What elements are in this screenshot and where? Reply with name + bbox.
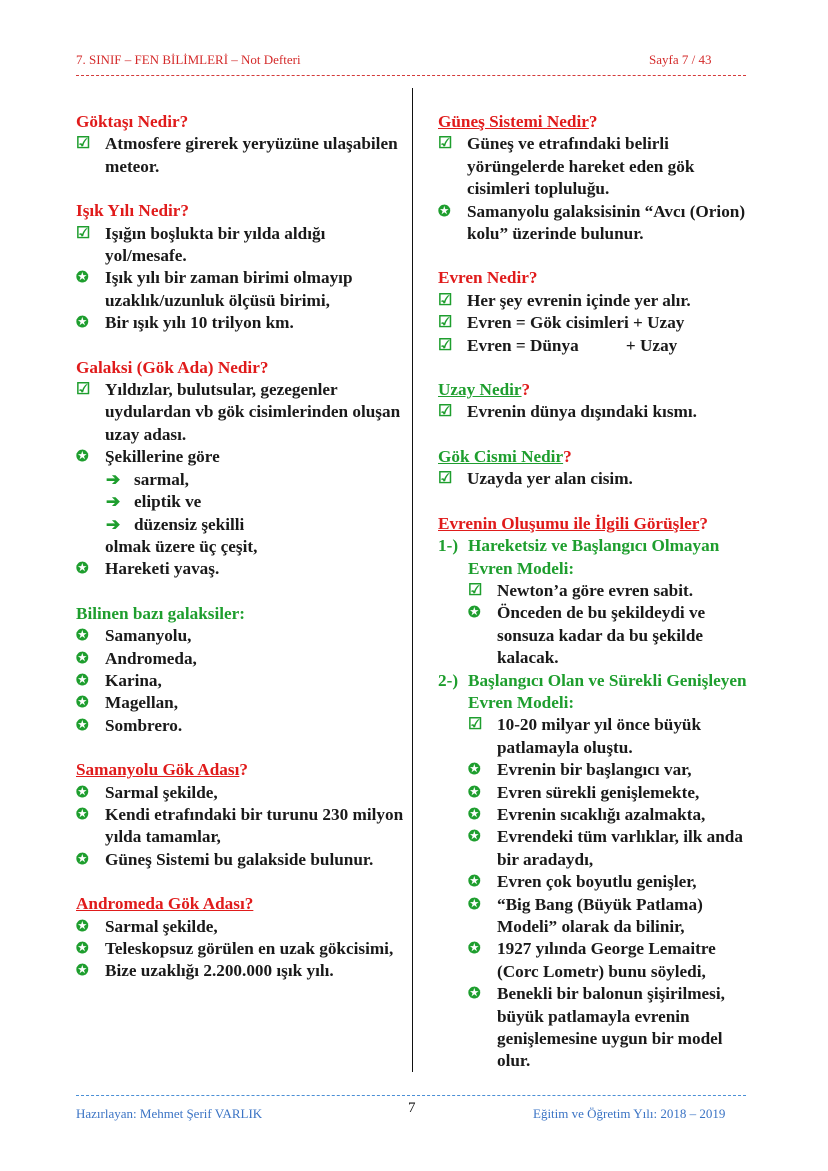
item-text: Işık yılı bir zaman birimi olmayıp uzaklık/uzunluk ölçüsü birimi, (105, 268, 353, 310)
star-icon: ✪ (76, 449, 89, 466)
item-text: Teleskopsuz görülen en uzak gökcisimi, (105, 939, 394, 958)
list-item (438, 312, 753, 334)
model-title: Hareketsiz ve Başlangıcı Olmayan Evren Modeli: (468, 536, 720, 578)
list-item (438, 201, 753, 246)
item-text: Samanyolu, (105, 626, 192, 646)
header-title: 7. SINIF – FEN BİLİMLERİ – Not Defteri (76, 52, 301, 67)
list-item (76, 379, 406, 446)
item-text: Uzayda yer alan cisim. (467, 469, 633, 489)
item-text: “Big Bang (Büyük Patlama) Modeli” olarak da bilinir, (497, 894, 703, 936)
star-icon: ✪ (76, 851, 89, 868)
footer-page-number: 7 (408, 1100, 416, 1116)
checkbox-icon: ☑ (76, 135, 91, 153)
footer-author: Hazırlayan: Mehmet Şerif VARLIK (76, 1106, 263, 1121)
checkbox-icon: ☑ (438, 470, 453, 488)
right-column (438, 111, 753, 1095)
list-item (76, 692, 406, 714)
checkbox-icon: ☑ (438, 291, 453, 309)
star-icon: ✪ (468, 941, 481, 958)
model-title: Başlangıcı Olan ve Sürekli Genişleyen Evren Modeli: (468, 670, 747, 712)
list-item (76, 715, 406, 737)
item-text: Her şey evrenin içinde yer alır. (467, 290, 691, 310)
item-text: Bize uzaklığı 2.200.000 ışık yılı. (105, 961, 334, 981)
star-icon: ✪ (76, 672, 89, 689)
list-item (438, 290, 753, 312)
question-mark: ? (699, 513, 708, 533)
item-text: Önceden de bu şekildeydi ve sonsuza kadar da bu şekilde kalacak. (497, 603, 706, 668)
star-icon: ✪ (76, 628, 89, 645)
item-text: eliptik ve (134, 492, 202, 512)
star-icon: ✪ (468, 896, 481, 913)
section-title: Galaksi (Gök Ada) Nedir? (76, 357, 269, 377)
star-icon: ✪ (76, 918, 89, 935)
section-gok-cismi (438, 446, 753, 491)
list-item (76, 782, 406, 804)
item-text: Magellan, (105, 693, 179, 713)
star-icon: ✪ (76, 270, 89, 287)
item-text: Newton’a göre evren sabit. (497, 580, 694, 600)
title-text: Evrenin Oluşumu ile İlgili Görüşler (438, 513, 700, 533)
item-text: Benekli bir balonun şişirilmesi, büyük patlamayla evrenin genişlemesine uygun bir model olur. (497, 984, 725, 1071)
item-text: Samanyolu galaksisinin “Avcı (Orion) kolu” üzerinde bulunur. (467, 201, 746, 244)
section-isik-yili (76, 200, 406, 334)
checkbox-icon: ☑ (438, 314, 453, 332)
section-title (438, 446, 753, 468)
list-item (438, 826, 753, 871)
item-text: Şekillerine göre (105, 447, 220, 467)
list-item (438, 871, 753, 893)
footer-divider (76, 1095, 746, 1096)
item-text: 1927 yılında George Lemaitre (Corc Lometr) bunu söyledi, (497, 939, 716, 981)
list-item (438, 938, 753, 983)
star-icon: ✪ (76, 963, 89, 980)
section-title (438, 379, 753, 401)
checkbox-icon: ☑ (468, 716, 483, 734)
model-2 (438, 670, 753, 715)
item-continuation: olmak üzere üç çeşit, (105, 536, 258, 556)
list-item (76, 849, 406, 871)
checkbox-icon: ☑ (438, 336, 453, 354)
title-text: Güneş Sistemi Nedir (438, 112, 589, 131)
section-title: Bilinen bazı galaksiler: (76, 603, 246, 623)
list-item (76, 223, 406, 268)
section-title: Işık Yılı Nedir? (76, 201, 190, 221)
list-item (438, 894, 753, 939)
item-text: Bir ışık yılı 10 trilyon km. (105, 313, 294, 333)
list-item (76, 804, 406, 849)
list-item (438, 401, 753, 423)
header-divider (76, 75, 746, 76)
column-divider (412, 88, 413, 1072)
list-item (76, 960, 406, 982)
list-item (76, 558, 406, 580)
checkbox-icon: ☑ (438, 135, 453, 153)
title-text: Gök Cismi Nedir (438, 446, 564, 466)
title-text: Uzay Nedir (438, 380, 522, 400)
section-evren (438, 267, 753, 357)
item-text: Evren çok boyutlu genişler, (497, 872, 697, 892)
list-item (438, 983, 753, 1073)
list-item (438, 468, 753, 490)
model-number: 1-) (438, 536, 459, 556)
list-item (76, 491, 406, 513)
section-goktasi (76, 111, 406, 178)
question-mark: ? (239, 760, 248, 780)
section-title: Göktaşı Nedir? (76, 112, 189, 131)
star-icon: ✪ (76, 806, 89, 823)
item-text: Atmosfere girerek yeryüzüne ulaşabilen meteor. (105, 134, 398, 176)
section-samanyolu (76, 759, 406, 871)
list-item (438, 759, 753, 781)
list-item (76, 916, 406, 938)
section-gunes-sistemi (438, 111, 753, 245)
star-icon: ✪ (468, 874, 481, 891)
arrow-right-icon: ➔ (106, 492, 121, 512)
item-text: Sarmal şekilde, (105, 782, 218, 802)
section-galaksi (76, 357, 406, 581)
item-text: Sombrero. (105, 715, 183, 735)
list-item (76, 267, 406, 312)
star-icon: ✪ (468, 784, 481, 801)
star-icon: ✪ (438, 203, 451, 220)
section-evrenin-olusumu (438, 513, 753, 1073)
item-text: Andromeda, (105, 648, 197, 668)
arrow-right-icon: ➔ (106, 514, 121, 534)
section-title (438, 513, 753, 535)
list-item (76, 625, 406, 647)
star-icon: ✪ (468, 762, 481, 779)
footer-school-year: Eğitim ve Öğretim Yılı: 2018 – 2019 (533, 1106, 726, 1121)
item-text: Güneş ve etrafındaki belirli yörüngelerde hareket eden gök cisimleri topluluğu. (467, 134, 695, 199)
left-column (76, 111, 406, 1005)
list-item (76, 469, 406, 491)
item-text: Evrenin bir başlangıcı var, (497, 760, 692, 780)
list-item (438, 335, 753, 357)
star-icon: ✪ (76, 784, 89, 801)
star-icon: ✪ (76, 695, 89, 712)
item-text: Sarmal şekilde, (105, 916, 218, 936)
item-text: Işığın boşlukta bir yılda aldığı yol/mesafe. (105, 223, 326, 266)
section-bilinen-galaksiler (76, 603, 406, 737)
question-mark: ? (521, 380, 531, 400)
title-text: Samanyolu Gök Adası (76, 760, 240, 780)
list-item (76, 648, 406, 670)
item-text: sarmal, (134, 469, 189, 489)
list-item (76, 446, 406, 468)
item-text: Evrenin sıcaklığı azalmakta, (497, 804, 706, 824)
item-text: Evren = Dünya + Uzay (467, 335, 678, 355)
item-text: Hareketi yavaş. (105, 559, 220, 579)
list-item (438, 804, 753, 826)
item-text: Evrendeki tüm varlıklar, ilk anda bir aradaydı, (497, 827, 743, 869)
question-mark: ? (563, 446, 572, 466)
section-uzay (438, 379, 753, 424)
list-item (76, 938, 406, 960)
item-text: Evren sürekli genişlemekte, (497, 782, 700, 802)
model-number: 2-) (438, 670, 459, 690)
section-title (76, 759, 406, 781)
star-icon: ✪ (76, 941, 89, 957)
item-text: Karina, (105, 670, 162, 690)
list-item (438, 714, 753, 759)
star-icon: ✪ (468, 829, 481, 846)
star-icon: ✪ (468, 806, 481, 823)
item-text: Evrenin dünya dışındaki kısmı. (467, 402, 697, 422)
list-item (76, 514, 406, 536)
item-text: Güneş Sistemi bu galakside bulunur. (105, 849, 374, 869)
item-text: Evren = Gök cisimleri + Uzay (467, 313, 685, 333)
checkbox-icon: ☑ (76, 381, 91, 399)
list-item (438, 782, 753, 804)
list-item (76, 133, 406, 178)
checkbox-icon: ☑ (76, 224, 91, 242)
star-icon: ✪ (468, 986, 481, 1003)
section-andromeda (76, 893, 406, 983)
list-item (76, 312, 406, 334)
star-icon: ✪ (76, 650, 89, 667)
question-mark: ? (588, 112, 598, 131)
item-text: 10-20 milyar yıl önce büyük patlamayla oluştu. (497, 715, 702, 757)
page-indicator: Sayfa 7 / 43 (649, 52, 712, 67)
star-icon: ✪ (76, 315, 89, 332)
section-title (438, 111, 753, 133)
star-icon: ✪ (468, 605, 481, 622)
list-item (76, 670, 406, 692)
star-icon: ✪ (76, 561, 89, 578)
checkbox-icon: ☑ (438, 403, 453, 421)
list-item (438, 602, 753, 669)
item-text: düzensiz şekilli (134, 514, 245, 534)
section-title: Andromeda Gök Adası? (76, 894, 254, 914)
list-item (438, 133, 753, 200)
item-text: Yıldızlar, bulutsular, gezegenler uydulardan vb gök cisimlerinden oluşan uzay adası. (105, 380, 401, 444)
list-item (438, 580, 753, 602)
section-title: Evren Nedir? (438, 268, 538, 288)
arrow-right-icon: ➔ (106, 469, 121, 489)
star-icon: ✪ (76, 717, 89, 734)
item-text: Kendi etrafındaki bir turunu 230 milyon yılda tamamlar, (105, 804, 404, 847)
checkbox-icon: ☑ (468, 581, 483, 599)
model-1 (438, 535, 753, 580)
